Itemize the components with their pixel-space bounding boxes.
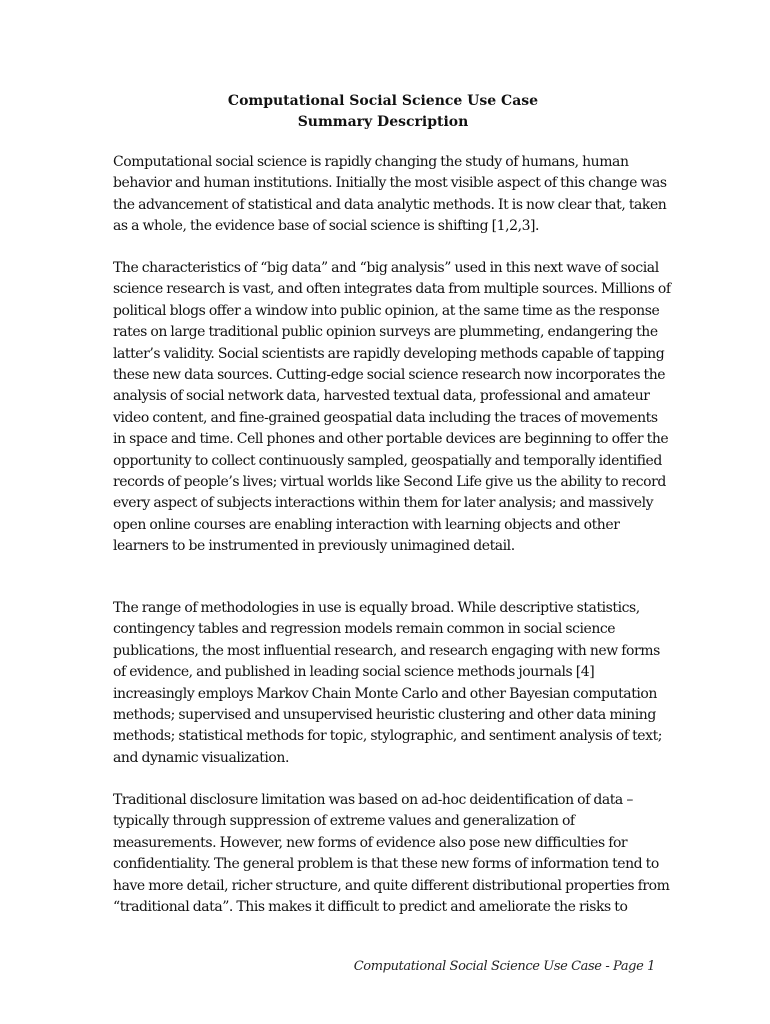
paragraph-big-data: The characteristics of “big data” and “big analysis” used in this next wave of social science research is vast, and often integrates data from multiple sources. Millions of political blogs offer a window into public opinion, at the same time as the response rates on large traditional public opinion surveys are plummeting, endangering the latter’s validity. Social scientists are rapidly developing methods capable of tapping these new data sources. Cutting-edge social science research now incorporates the analysis of social network data, harvested textual data, professional and amateur video content, and fine-grained geospatial data including the traces of movements in space and time. Cell phones and other portable devices are beginning to offer the opportunity to collect continuously sampled, geospatially and temporally identified records of people’s lives; virtual worlds like Second Life give us the ability to record every aspect of subjects interactions within them for later analysis; and massively open online courses are enabling interaction with learning objects and other learners to be instrumented in previously unimagined detail. bbox=[113, 260, 671, 555]
document-title: Computational Social Science Use Case bbox=[227, 93, 539, 109]
page-footer: Computational Social Science Use Case - Page 1 bbox=[353, 959, 655, 974]
paragraph-intro: Computational social science is rapidly changing the study of humans, human behavior and human institutions. Initially the most visible aspect of this change was the advancement of statistical and data analytic methods. It is now clear that, taken as a whole, the evidence base of social science is shifting [1,2,3]. bbox=[113, 154, 667, 235]
document-subtitle: Summary Description bbox=[297, 114, 469, 130]
paragraph-disclosure: Traditional disclosure limitation was based on ad-hoc deidentification of data – typically through suppression of extreme values and generalization of measurements. However, new forms of evidence also pose new difficulties for confidentiality. The general problem is that these new forms of information tend to have more detail, richer structure, and quite different distributional properties from “traditional data”. This makes it difficult to predict and ameliorate the risks to bbox=[113, 792, 670, 916]
paragraph-methodologies: The range of methodologies in use is equally broad. While descriptive statistics, contingency tables and regression models remain common in social science publications, the most influential research, and research engaging with new forms of evidence, and published in leading social science methods journals [4] increasingly employs Markov Chain Monte Carlo and other Bayesian computation methods; supervised and unsupervised heuristic clustering and other data mining methods; statistical methods for topic, stylographic, and sentiment analysis of text; and dynamic visualization. bbox=[113, 600, 663, 766]
